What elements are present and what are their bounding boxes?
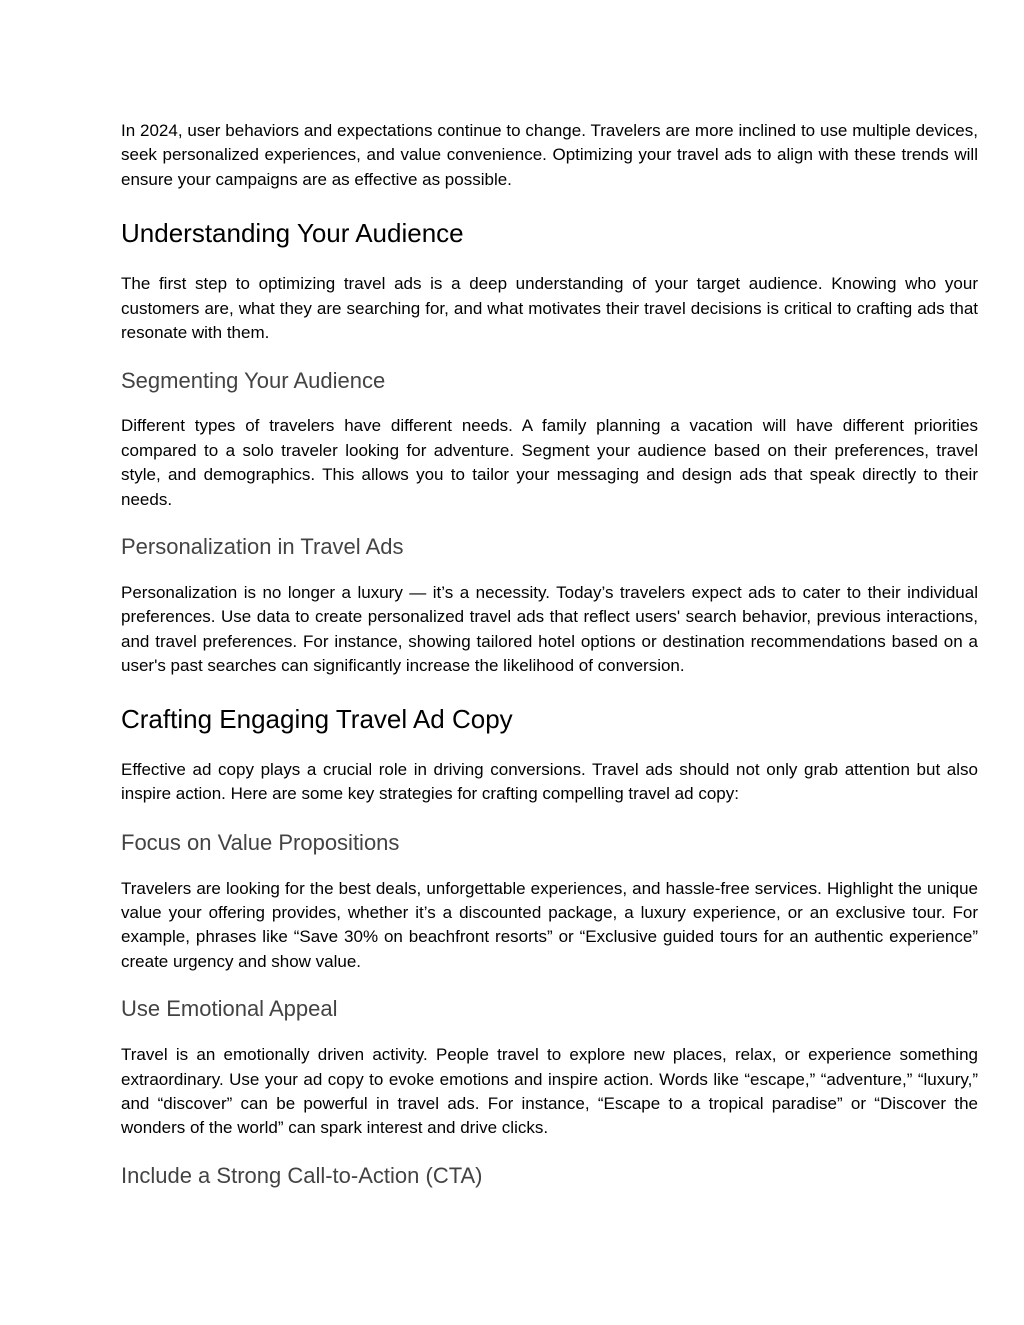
ad-copy-paragraph: Effective ad copy plays a crucial role in driving conversions. Travel ads should not only grab attention but also inspire action. Here are some key strategies for crafting compelling travel ad copy: — [121, 759, 978, 804]
subheading-segmenting-audience: Segmenting Your Audience — [121, 368, 386, 394]
emotion-paragraph: Travel is an emotionally driven activity. People travel to explore new places, relax, or experience something extraordinary. Use your ad copy to evoke emotions and inspire action. Words like “escape,” “adventure,” “luxury,” and “discover” can be powerful in travel ads. For instance, “Escape to a tropical paradise” or “Discover the wonders of the world” can spark interest and drive clicks. — [121, 1045, 978, 1138]
audience-paragraph: The first step to optimizing travel ads is a deep understanding of your target audience. Knowing who your customers are, what they are searching for, and what motivates their travel decisions is critical to crafting ads that resonate with them. — [121, 274, 978, 343]
segmenting-paragraph: Different types of travelers have different needs. A family planning a vacation will have different priorities compared to a solo traveler looking for adventure. Segment your audience based on their preferences, travel style, and demographics. This allows you to tailor your messaging and design ads that speak directly to their needs. — [121, 416, 978, 509]
personalization-paragraph: Personalization is no longer a luxury — it’s a necessity. Today’s travelers expect ads to cater to their individual preferences. Use data to create personalized travel ads that reflect users' search behavior, previous interactions, and travel preferences. For instance, showing tailored hotel options or destination recommendations based on a user's past searches can significantly increase the likelihood of conversion. — [121, 583, 978, 676]
subheading-value-propositions: Focus on Value Propositions — [121, 829, 400, 855]
value-paragraph: Travelers are looking for the best deals, unforgettable experiences, and hassle-free services. Highlight the unique value your offering provides, whether it’s a discounted package, a luxury experience, or an exclusive tour. For example, phrases like “Save 30% on beachfront resorts” or “Exclusive guided tours for an authentic experience” create urgency and show value. — [121, 878, 978, 971]
subheading-call-to-action: Include a Strong Call-to-Action (CTA) — [121, 1162, 483, 1188]
subheading-personalization: Personalization in Travel Ads — [121, 534, 404, 560]
subheading-emotional-appeal: Use Emotional Appeal — [121, 996, 338, 1022]
intro-paragraph: In 2024, user behaviors and expectations continue to change. Travelers are more inclined to use multiple devices, seek personalized experiences, and value convenience. Optimizing your travel ads to align with these trends will ensure your campaigns are as effective as possible. — [121, 121, 978, 189]
section-heading-crafting-ad-copy: Crafting Engaging Travel Ad Copy — [121, 703, 513, 734]
section-heading-understanding-audience: Understanding Your Audience — [121, 218, 464, 249]
